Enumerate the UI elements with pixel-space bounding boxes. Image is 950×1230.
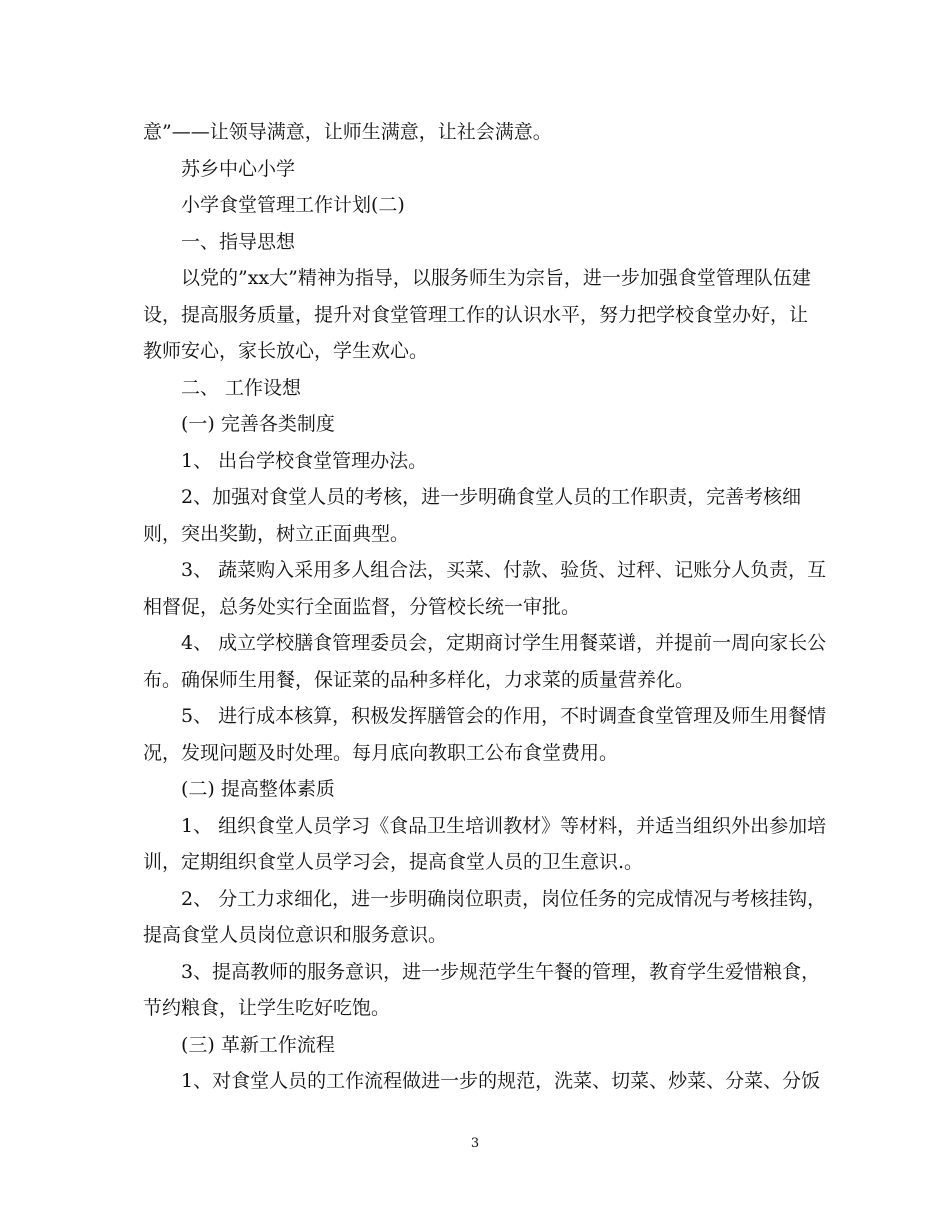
paragraph-line: 布。确保师生用餐，保证菜的品种多样化，力求菜的质量营养化。 [143,668,695,691]
subsection-heading: (一) 完善各类制度 [181,413,335,435]
list-item: 4、 成立学校膳食管理委员会，定期商讨学生用餐菜谱，并提前一周向家长公 [181,632,827,654]
list-item: 1、对食堂人员的工作流程做进一步的规范，洗菜、切菜、炒菜、分菜、分饭 [181,1070,821,1092]
list-item: 3、提高教师的服务意识，进一步规范学生午餐的管理，教育学生爱惜粮食， [181,960,821,983]
list-item: 5、 进行成本核算，积极发挥膳管会的作用，不时调查食堂管理及师生用餐情 [181,705,827,727]
page-number: 3 [470,1136,480,1151]
paragraph-line: 相督促，总务处实行全面监督，分管校长统一审批。 [143,595,581,618]
paragraph-line: 则，突出奖勤，树立正面典型。 [143,522,410,545]
paragraph-line: 况，发现问题及时处理。每月底向教职工公布食堂费用。 [143,741,619,764]
paragraph-line: 教师安心，家长放心，学生欢心。 [143,340,429,362]
subsection-heading: (三) 革新工作流程 [181,1033,335,1056]
paragraph-line: 提高食堂人员岗位意识和服务意识。 [143,924,448,946]
subsection-heading: (二) 提高整体素质 [181,778,335,800]
paragraph-line: 意”——让领导满意，让师生满意，让社会满意。 [143,121,552,143]
section-heading: 一、指导思想 [181,230,296,253]
section-heading: 二、 工作设想 [181,376,302,399]
list-item: 2、加强对食堂人员的考核，进一步明确食堂人员的工作职责，完善考核细 [181,486,802,508]
paragraph-line: 训，定期组织食堂人员学习会，提高食堂人员的卫生意识.。 [143,851,644,873]
list-item: 1、 出台学校食堂管理办法。 [181,449,428,472]
document-body [143,114,827,1100]
list-item: 2、 分工力求细化，进一步明确岗位职责，岗位任务的完成情况与考核挂钩， [181,887,827,910]
list-item: 1、 组织食堂人员学习《食品卫生培训教材》等材料，并适当组织外出参加培 [181,814,827,837]
paragraph-line: 节约粮食，让学生吃好吃饱。 [143,997,391,1019]
paragraph-line: 设，提高服务质量，提升对食堂管理工作的认识水平，努力把学校食堂办好，让 [143,303,809,326]
school-name: 苏乡中心小学 [181,157,296,180]
document-title: 小学食堂管理工作计划(二) [181,194,405,216]
list-item: 3、 蔬菜购入采用多人组合法，买菜、付款、验货、过秤、记账分人负责，互 [181,559,827,581]
paragraph-line: 以党的”xx大”精神为指导，以服务师生为宗旨，进一步加强食堂管理队伍建 [181,267,811,289]
